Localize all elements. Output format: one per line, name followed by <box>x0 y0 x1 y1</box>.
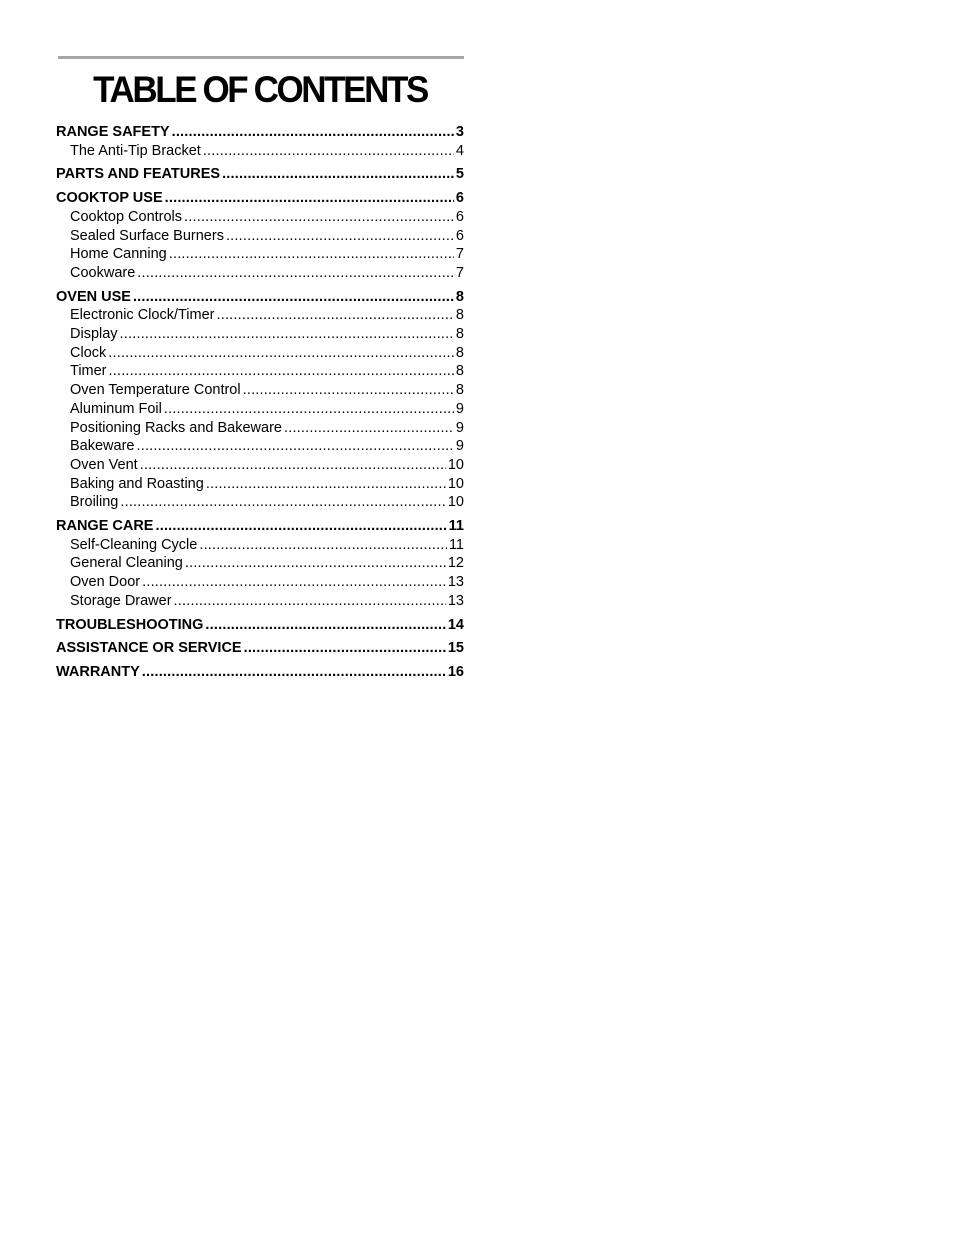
toc-entry-label: COOKTOP USE <box>56 190 163 207</box>
top-rule <box>58 56 464 59</box>
dot-leader <box>217 306 454 325</box>
toc-entry-page-number: 9 <box>455 438 464 455</box>
toc-entry-label: The Anti-Tip Bracket <box>70 142 201 159</box>
toc-section-entry[interactable] <box>56 517 464 536</box>
toc-entry-page-number: 8 <box>455 382 464 399</box>
dot-leader <box>136 437 453 456</box>
toc-subsection-entry[interactable] <box>56 227 464 246</box>
toc-subsection-entry[interactable] <box>56 245 464 264</box>
toc-subsection-entry[interactable] <box>56 493 464 512</box>
toc-entry-label: Broiling <box>70 494 119 511</box>
toc-subsection-entry[interactable] <box>56 325 464 344</box>
toc-entry-page-number: 11 <box>448 518 464 535</box>
toc-entry-page-number: 3 <box>455 124 464 140</box>
dot-leader <box>108 344 454 363</box>
dot-leader <box>165 189 454 208</box>
toc-entry-page-number: 8 <box>455 288 464 305</box>
toc-entry-label: RANGE CARE <box>56 518 154 535</box>
toc-subsection-entry[interactable] <box>56 264 464 283</box>
dot-leader <box>184 208 454 227</box>
toc-entry-label: WARRANTY <box>56 663 140 680</box>
toc-entry-label: Clock <box>70 344 107 361</box>
toc-entry-label: Electronic Clock/Timer <box>70 307 215 324</box>
toc-entry-page-number: 6 <box>455 227 464 244</box>
dot-leader <box>120 325 454 344</box>
toc-subsection-entry[interactable] <box>56 536 464 555</box>
toc-entry-label: Oven Door <box>70 574 141 591</box>
toc-entry-page-number: 12 <box>447 555 464 572</box>
toc-entry-page-number: 16 <box>447 663 464 680</box>
toc-section-entry[interactable] <box>56 189 464 208</box>
dot-leader <box>226 227 454 246</box>
dot-leader <box>164 400 454 419</box>
toc-subsection-entry[interactable] <box>56 592 464 611</box>
toc-entry-label: PARTS AND FEATURES <box>56 166 221 183</box>
toc-entries <box>56 123 464 682</box>
toc-entry-label: Aluminum Foil <box>70 400 162 417</box>
dot-leader <box>109 362 454 381</box>
toc-entry-label: Timer <box>70 363 107 380</box>
dot-leader <box>206 475 446 494</box>
toc-entry-label: Sealed Surface Burners <box>70 227 224 244</box>
toc-entry-label: Oven Vent <box>70 456 138 473</box>
toc-section-entry[interactable] <box>56 663 464 682</box>
toc-entry-page-number: 13 <box>447 592 464 609</box>
toc-entry-label: Oven Temperature Control <box>70 382 241 399</box>
toc-entry-label: Bakeware <box>70 438 135 455</box>
toc-subsection-entry[interactable] <box>56 456 464 475</box>
dot-leader <box>133 288 454 307</box>
toc-entry-page-number: 9 <box>455 419 464 436</box>
toc-subsection-entry[interactable] <box>56 400 464 419</box>
dot-leader <box>142 573 446 592</box>
toc-subsection-entry[interactable] <box>56 208 464 227</box>
dot-leader <box>140 456 446 475</box>
toc-subsection-entry[interactable] <box>56 554 464 573</box>
toc-entry-page-number: 4 <box>455 142 464 159</box>
toc-entry-page-number: 10 <box>447 456 464 473</box>
toc-entry-label: Display <box>70 326 118 343</box>
toc-subsection-entry[interactable] <box>56 381 464 400</box>
dot-leader <box>222 165 454 184</box>
toc-entry-label: Cookware <box>70 264 136 281</box>
dot-leader <box>142 663 446 682</box>
dot-leader <box>174 592 446 611</box>
toc-entry-page-number: 10 <box>447 475 464 492</box>
dot-leader <box>185 554 446 573</box>
toc-entry-page-number: 10 <box>447 494 464 511</box>
toc-entry-label: Self-Cleaning Cycle <box>70 536 198 553</box>
dot-leader <box>203 142 454 161</box>
toc-entry-page-number: 7 <box>455 246 464 263</box>
toc-subsection-entry[interactable] <box>56 344 464 363</box>
dot-leader <box>205 616 445 635</box>
toc-entry-page-number: 5 <box>455 166 464 183</box>
dot-leader <box>155 517 446 536</box>
dot-leader <box>199 536 447 555</box>
toc-subsection-entry[interactable] <box>56 437 464 456</box>
toc-entry-page-number: 6 <box>455 190 464 207</box>
page-title: TABLE OF CONTENTS <box>93 69 427 111</box>
toc-entry-label: RANGE SAFETY <box>56 124 170 140</box>
dot-leader <box>120 493 446 512</box>
toc-entry-page-number: 9 <box>455 400 464 417</box>
toc-section-entry[interactable] <box>56 288 464 307</box>
toc-entry-page-number: 15 <box>447 640 464 657</box>
table-of-contents <box>56 56 464 682</box>
toc-entry-page-number: 8 <box>455 307 464 324</box>
toc-subsection-entry[interactable] <box>56 573 464 592</box>
toc-entry-page-number: 14 <box>447 616 464 633</box>
dot-leader <box>243 381 454 400</box>
toc-subsection-entry[interactable] <box>56 142 464 161</box>
toc-entry-label: OVEN USE <box>56 288 131 305</box>
toc-entry-page-number: 13 <box>447 574 464 591</box>
toc-section-entry[interactable] <box>56 165 464 184</box>
toc-section-entry[interactable] <box>56 616 464 635</box>
toc-entry-page-number: 11 <box>448 536 464 553</box>
toc-entry-page-number: 6 <box>455 208 464 225</box>
toc-entry-label: Baking and Roasting <box>70 475 204 492</box>
toc-entry-label: ASSISTANCE OR SERVICE <box>56 640 242 657</box>
dot-leader <box>137 264 454 283</box>
toc-entry-page-number: 8 <box>455 344 464 361</box>
toc-subsection-entry[interactable] <box>56 475 464 494</box>
toc-entry-label: TROUBLESHOOTING <box>56 616 204 633</box>
toc-entry-label: Positioning Racks and Bakeware <box>70 419 282 436</box>
toc-subsection-entry[interactable] <box>56 306 464 325</box>
dot-leader <box>244 639 446 658</box>
toc-subsection-entry[interactable] <box>56 419 464 438</box>
toc-subsection-entry[interactable] <box>56 362 464 381</box>
toc-entry-page-number: 7 <box>455 264 464 281</box>
dot-leader <box>169 245 454 264</box>
dot-leader <box>284 419 454 438</box>
dot-leader <box>172 123 454 142</box>
toc-entry-page-number: 8 <box>455 363 464 380</box>
toc-entry-page-number: 8 <box>455 326 464 343</box>
toc-entry-label: General Cleaning <box>70 555 183 572</box>
toc-entry-label: Home Canning <box>70 246 167 263</box>
toc-section-entry[interactable] <box>56 639 464 658</box>
toc-section-entry[interactable] <box>56 123 464 142</box>
toc-entry-label: Storage Drawer <box>70 592 172 609</box>
toc-entry-label: Cooktop Controls <box>70 208 183 225</box>
